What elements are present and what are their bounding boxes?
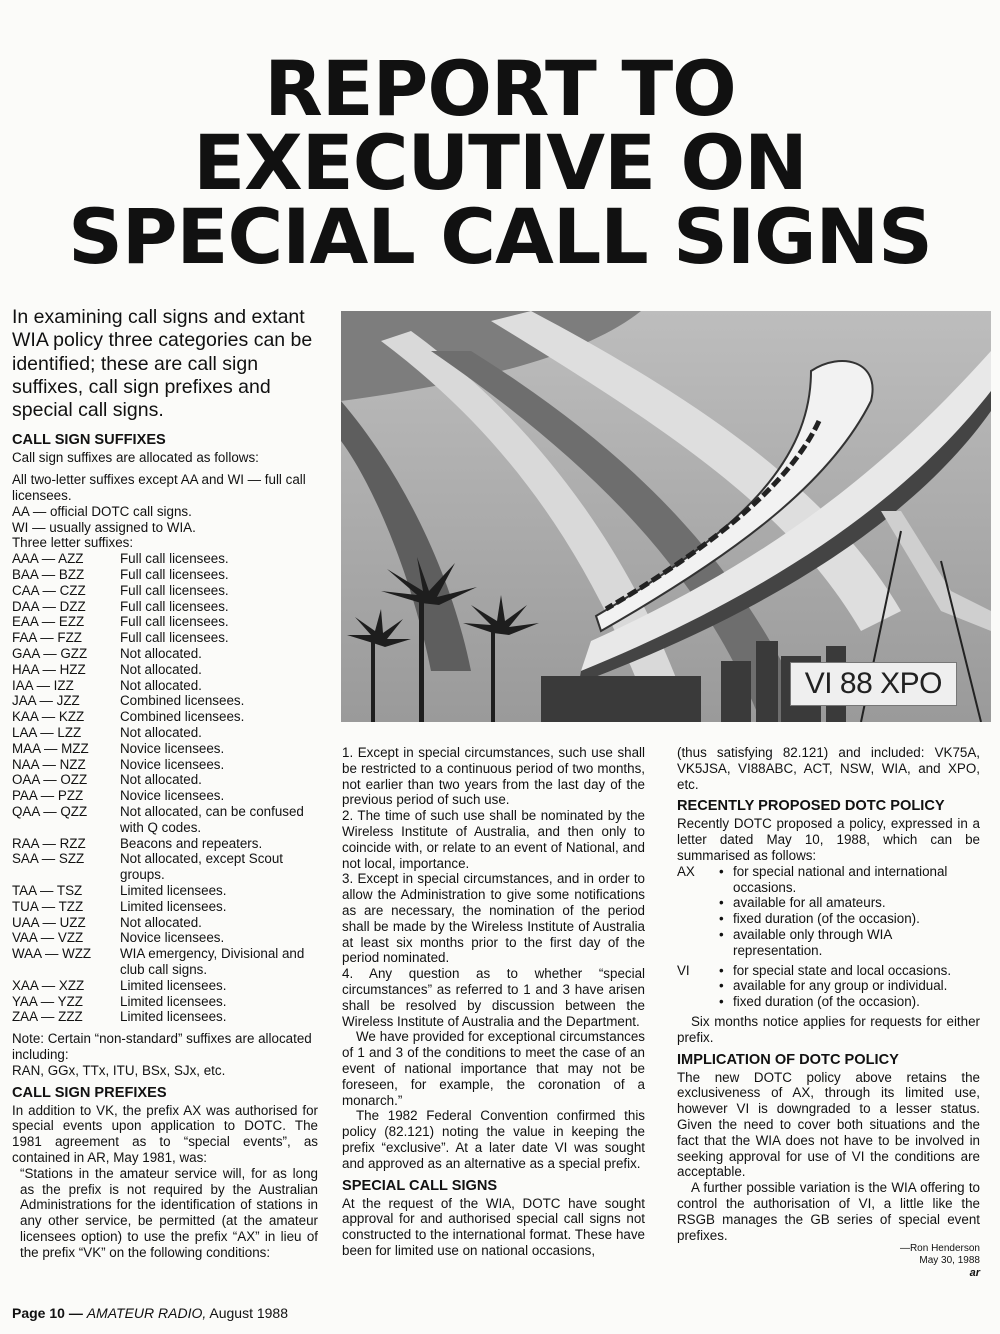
suffix-description: Full call licensees. xyxy=(120,551,229,567)
suffix-description: Not allocated, except Scout groups. xyxy=(120,851,284,883)
suffix-code: KAA — KZZ xyxy=(12,709,85,725)
suffix-code: HAA — HZZ xyxy=(12,661,86,677)
suffix-row xyxy=(12,994,318,1010)
suffix-description: Limited licensees. xyxy=(120,1009,227,1025)
condition-2: 2. The time of such use shall be nominated by the Wireless Institute of Australia, and then only to coincide with, or relate to an event of National, and not local, importance. xyxy=(342,808,645,871)
suffix-description: Not allocated. xyxy=(120,677,202,693)
prefixes-paragraph: In addition to VK, the prefix AX was authorised for special events upon application to DOTC. The 1981 agreement as to “special events”, as contained in AR, May 1981, was: xyxy=(12,1102,318,1165)
suffix-row xyxy=(12,630,318,646)
suffix-row xyxy=(12,851,318,883)
bullet: • xyxy=(719,926,724,942)
suffixes-intro: Call sign suffixes are allocated as follows: xyxy=(12,450,259,466)
suffix-code: TAA — TSZ xyxy=(12,883,83,898)
suffix-code: CAA — CZZ xyxy=(12,582,86,598)
headline xyxy=(0,44,1000,281)
condition-1: 1. Except in special circumstances, such use shall be restricted to a continuous period of two months, not earlier than two years from the last day of the previous period of such use. xyxy=(342,745,645,808)
suffix-row xyxy=(12,709,318,725)
suffix-row xyxy=(12,599,318,615)
continued-paragraph: (thus satisfying 82.121) and included: VK75A, VK5JSA, VI88ABC, ACT, NSW, WIA, and XPO, etc. xyxy=(677,745,980,792)
signature-date: May 30, 1988 xyxy=(919,1255,980,1267)
page-number: Page 10 — xyxy=(12,1305,83,1321)
suffix-code: FAA — FZZ xyxy=(12,630,82,646)
suffix-code: YAA — YZZ xyxy=(12,993,83,1009)
suffix-row xyxy=(12,1009,318,1025)
suffix-description: Full call licensees. xyxy=(120,614,229,630)
suffix-code: SAA — SZZ xyxy=(12,851,85,867)
suffix-row xyxy=(12,883,318,899)
suffix-description: Combined licensees. xyxy=(120,709,245,725)
suffix-description: Limited licensees. xyxy=(120,883,227,898)
column-1 xyxy=(12,306,318,1261)
suffix-description: Not allocated. xyxy=(120,725,202,741)
suffix-row xyxy=(12,978,318,994)
monorail-photo-illustration xyxy=(341,311,991,722)
suffix-line: All two-letter suffixes except AA and WI — full call licensees. xyxy=(12,472,306,504)
paragraph: We have provided for exceptional circumstances of 1 and 3 of the conditions to meet the case of an event of national importance that may not be foreseen, for example, the coronation of a monarch.” xyxy=(342,1029,645,1108)
suffix-line: WI — usually assigned to WIA. xyxy=(12,519,196,535)
suffix-table xyxy=(12,551,318,1025)
suffix-row xyxy=(12,678,318,694)
suffix-row xyxy=(12,646,318,662)
suffix-code: QAA — QZZ xyxy=(12,804,88,820)
suffix-description: Limited licensees. xyxy=(120,898,227,914)
suffix-description: Full call licensees. xyxy=(120,598,229,614)
suffix-description: Limited licensees. xyxy=(120,977,227,993)
suffix-code: WAA — WZZ xyxy=(12,946,92,962)
suffix-description: Not allocated. xyxy=(120,646,202,662)
suffix-row xyxy=(12,946,318,978)
suffix-code: TUA — TZZ xyxy=(12,898,84,914)
suffix-row xyxy=(12,899,318,915)
suffix-note: Note: Certain “non-standard” suffixes are allocated including: xyxy=(12,1031,312,1062)
bullet: • xyxy=(719,863,724,879)
suffix-code: NAA — NZZ xyxy=(12,756,86,772)
suffix-description: Novice licensees. xyxy=(120,930,225,946)
photo-caption: VI 88 XPO xyxy=(790,662,957,706)
bullet: • xyxy=(719,978,724,994)
suffix-row xyxy=(12,725,318,741)
bullet: • xyxy=(719,911,724,927)
vi-item: available for any group or individual. xyxy=(733,978,948,994)
suffix-code: AAA — AZZ xyxy=(12,551,84,567)
suffix-description: Novice licensees. xyxy=(120,740,225,756)
suffix-line: Three letter suffixes: xyxy=(12,535,134,551)
issue-date: August 1988 xyxy=(209,1305,288,1321)
suffix-code: JAA — JZZ xyxy=(12,693,80,709)
suffix-description: Combined licensees. xyxy=(120,693,245,709)
headline-line-3: SPECIAL CALL SIGNS xyxy=(68,192,932,281)
suffix-code: PAA — PZZ xyxy=(12,788,84,804)
condition-4: 4. Any question as to whether “special circumstances” as referred to 1 and 3 have arisen shall be resolved by discussion between the Wireless Institute of Australia and the Department. xyxy=(342,966,645,1029)
suffix-row xyxy=(12,930,318,946)
implication-paragraph: A further possible variation is the WIA offering to control the authorisation of VI, a little like the RSGB manages the GB series of special event prefixes. xyxy=(677,1180,980,1243)
suffix-description: Novice licensees. xyxy=(120,788,225,804)
special-call-signs-heading: SPECIAL CALL SIGNS xyxy=(342,1177,498,1194)
vi-label: VI xyxy=(677,962,690,978)
ax-item: fixed duration (of the occasion). xyxy=(733,911,920,927)
suffix-line: AA — official DOTC call signs. xyxy=(12,503,192,519)
suffix-code: OAA — OZZ xyxy=(12,772,88,788)
suffix-code: XAA — XZZ xyxy=(12,977,85,993)
ax-item: for special national and international occasions. xyxy=(733,863,948,895)
call-sign-suffixes-heading: CALL SIGN SUFFIXES xyxy=(12,432,166,449)
suffix-description: WIA emergency, Divisional and club call signs. xyxy=(120,946,305,977)
suffix-code: BAA — BZZ xyxy=(12,567,85,583)
suffix-code: MAA — MZZ xyxy=(12,740,89,756)
signature xyxy=(677,1243,980,1279)
suffix-description: Full call licensees. xyxy=(120,582,229,598)
bullet: • xyxy=(719,895,724,911)
headline-line-1: REPORT TO xyxy=(264,44,736,133)
bullet: • xyxy=(719,962,724,978)
suffix-code: LAA — LZZ xyxy=(12,725,82,741)
suffix-code: RAA — RZZ xyxy=(12,835,86,851)
magazine-name: AMATEUR RADIO, xyxy=(86,1305,207,1321)
vi-item: for special state and local occasions. xyxy=(733,962,952,978)
headline-line-2: EXECUTIVE ON xyxy=(193,118,807,207)
suffix-row xyxy=(12,693,318,709)
notice-paragraph: Six months notice applies for requests for either prefix. xyxy=(677,1013,980,1045)
suffix-description: Full call licensees. xyxy=(120,567,229,583)
suffix-code: UAA — UZZ xyxy=(12,914,86,930)
condition-3: 3. Except in special circumstances, and in order to allow the Administration to give some notifications as are necessary, the nomination of the period shall be made by the Wireless Institute of Australia at least six months prior to the first day of the period nominated. xyxy=(342,871,645,966)
suffix-description: Beacons and repeaters. xyxy=(120,835,263,851)
end-mark: ar xyxy=(969,1267,980,1280)
suffix-description: Not allocated. xyxy=(120,661,202,677)
implication-heading: IMPLICATION OF DOTC POLICY xyxy=(677,1051,899,1068)
suffix-row xyxy=(12,915,318,931)
lead-paragraph: In examining call signs and extant WIA policy three categories can be identified; these are call sign suffixes, call sign prefixes and special call signs. xyxy=(12,306,313,422)
suffix-code: DAA — DZZ xyxy=(12,598,86,614)
recently-proposed-heading: RECENTLY PROPOSED DOTC POLICY xyxy=(677,798,945,815)
page-footer xyxy=(12,1305,288,1321)
vi-policy-list xyxy=(677,963,951,1010)
suffix-row xyxy=(12,804,318,836)
prefixes-quote: “Stations in the amateur service will, for as long as the prefix is not required by the Australian Administrations for the identification of stations in any other service, be permitted (at the amateur licensees option) to use the prefix “AX” in lieu of the prefix “VK” on the following conditions: xyxy=(20,1165,318,1260)
bullet: • xyxy=(719,994,724,1010)
suffix-description: Limited licensees. xyxy=(120,993,227,1009)
suffix-code: GAA — GZZ xyxy=(12,646,88,662)
ax-item: available for all amateurs. xyxy=(733,895,886,911)
column-2 xyxy=(342,745,645,1265)
suffix-note-list: RAN, GGx, TTx, ITU, BSx, SJx, etc. xyxy=(12,1062,226,1078)
suffix-row xyxy=(12,583,318,599)
suffix-row xyxy=(12,614,318,630)
proposed-paragraph: Recently DOTC proposed a policy, expressed in a letter dated May 10, 1988, which can be summarised as follows: xyxy=(677,816,980,863)
suffix-code: IAA — IZZ xyxy=(12,677,74,693)
ax-policy-list xyxy=(677,864,980,959)
signature-author: —Ron Henderson xyxy=(899,1243,980,1255)
suffix-code: EAA — EZZ xyxy=(12,614,85,630)
vi-item: fixed duration (of the occasion). xyxy=(733,994,920,1010)
suffix-row xyxy=(12,551,318,567)
suffix-row xyxy=(12,662,318,678)
special-call-signs-paragraph: At the request of the WIA, DOTC have sought approval for and authorised special call signs not constructed to the international format. These have been for limited use on national occasions, xyxy=(342,1195,645,1258)
suffix-description: Not allocated. xyxy=(120,914,202,930)
ax-item: available only through WIA representation. xyxy=(733,926,892,958)
suffix-row xyxy=(12,757,318,773)
ax-label: AX xyxy=(677,863,695,879)
call-sign-prefixes-heading: CALL SIGN PREFIXES xyxy=(12,1084,167,1101)
suffix-description: Full call licensees. xyxy=(120,630,229,646)
paragraph: The 1982 Federal Convention confirmed this policy (82.121) noting the value in keeping the prefix “exclusive”. At a later date VI was sought and approved as an alternative as a special prefix. xyxy=(342,1108,645,1171)
suffix-row xyxy=(12,567,318,583)
suffix-description: Novice licensees. xyxy=(120,756,225,772)
suffix-description: Not allocated, can be confused with Q codes. xyxy=(120,804,304,835)
monorail-photo xyxy=(341,311,991,722)
suffix-row xyxy=(12,772,318,788)
column-3 xyxy=(677,745,980,1279)
suffix-description: Not allocated. xyxy=(120,772,202,788)
suffix-row xyxy=(12,741,318,757)
implication-paragraph: The new DOTC policy above retains the exclusiveness of AX, through its limited use, however VI is downgraded to a lesser status. Given the need to cover both situations and the fact that the WIA does not have to be involved in seeking approval for use of VI the conditions are acceptable. xyxy=(677,1069,980,1180)
suffix-row xyxy=(12,836,318,852)
suffix-code: ZAA — ZZZ xyxy=(12,1009,83,1025)
suffix-row xyxy=(12,788,318,804)
suffix-code: VAA — VZZ xyxy=(12,930,84,946)
